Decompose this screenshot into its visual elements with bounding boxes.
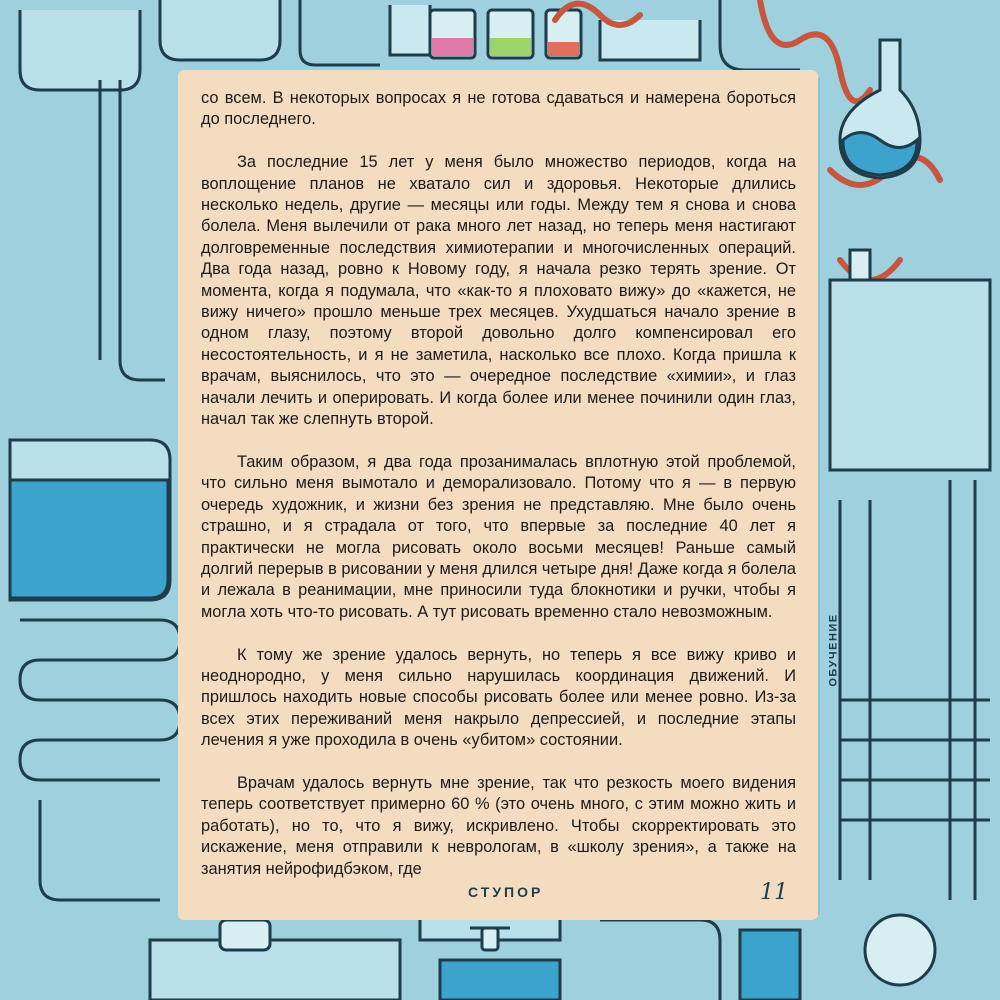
paragraph-5: Врачам удалось вернуть мне зрение, так что резкость моего видения теперь соответствует примерно 60 % (это очень много, с этим можно жить и работать), но то, что я вижу, искривлено. Чтобы скорректировать это искажение, меня отправили к неврологам, в «школу зрения», а также на занятия нейрофидбэком, где	[201, 773, 796, 878]
paragraph-3: Таким образом, я два года прозанималась вплотную этой проблемой, что сильно меня вымотало и деморализовало. Потому что я — в первую очередь художник, и жизни без зрения не представляю. Мне было очень страшно, и я страдала от того, что впервые за последние 40 лет я практически не могла рисовать около восьми месяцев! Раньше самый долгий перерыв в рисовании у меня длился четыре дня! Даже когда я болела и лежала в реанимации, мне приносили туда блокнотики и ручки, чтобы я могла хоть что-то рисовать. А тут рисовать временно стало невозможным.	[201, 452, 796, 621]
section-tab	[814, 610, 854, 690]
paragraph-1: со всем. В некоторых вопросах я не готова сдаваться и намерена бороться до последнего.	[201, 89, 796, 129]
page-number: 11	[760, 880, 788, 905]
paragraph-2: За последние 15 лет у меня было множество периодов, когда на воплощение планов не хватало сил и здоровья. Некоторые длились несколько недель, другие — месяцы или годы. Между тем я снова и снова болела. Меня вылечили от рака много лет назад, но теперь меня настигают долговременные последствия химиотерапии и многочисленных операций. Два года назад, ровно к Новому году, я начала резко терять зрение. От момента, когда я подумала, что «как-то я плоховато вижу» до «кажется, не вижу ничего» прошло меньше трех месяцев. Ухудшаться начало зрение в одном глазу, поэтому второй довольно долго компенсировал его несостоятельность, и я не заметила, насколько все плохо. Когда пришла к врачам, выяснилось, что это — очередное последствие «химии», и глаз начали лечить и оперировать. И когда более или менее починили один глаз, начал так же слепнуть второй.	[201, 153, 796, 429]
chapter-title: СТУПОР	[468, 884, 544, 900]
paragraph-4: К тому же зрение удалось вернуть, но теперь я все вижу криво и неоднородно, у меня сильно нарушилась координация движений. И пришлось находить новые способы рисовать более или менее ровно. Из-за всех этих переживаний меня накрыло депрессией, и последние этапы лечения я уже проходила в очень «убитом» состоянии.	[201, 645, 796, 750]
body-text	[201, 88, 796, 901]
section-tab-label: ОБУЧЕНИЕ	[828, 613, 841, 687]
